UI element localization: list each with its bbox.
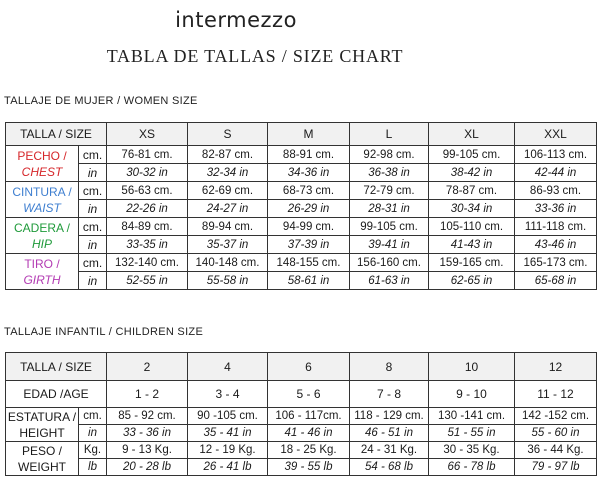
unit-cm: cm. (79, 218, 107, 236)
table-cell: 1 - 2 (107, 381, 188, 408)
children-size-header: 6 (268, 353, 350, 381)
table-cell: 66 - 78 lb (429, 459, 515, 476)
table-cell: 130 -141 cm. (429, 408, 515, 425)
children-weight-lb-row (6, 459, 597, 476)
unit-cm: cm. (79, 254, 107, 272)
waist-label (6, 182, 79, 218)
table-cell: 3 - 4 (188, 381, 268, 408)
table-cell: 41-43 in (429, 236, 515, 254)
table-cell: 56-63 cm. (107, 182, 188, 200)
table-cell: 9 - 13 Kg. (107, 442, 188, 459)
unit-cm: cm. (79, 182, 107, 200)
women-header-row (6, 123, 597, 146)
table-cell: 43-46 in (515, 236, 597, 254)
unit-kg: Kg. (79, 442, 107, 459)
table-cell: 36-38 in (350, 164, 429, 182)
women-girth-cm-row (6, 254, 597, 272)
women-size-table (5, 122, 597, 290)
chest-label (6, 146, 79, 182)
women-size-header: XS (107, 123, 188, 146)
women-size-header: M (268, 123, 350, 146)
children-header-row (6, 353, 597, 381)
table-cell: 35-37 in (188, 236, 268, 254)
unit-cm: cm. (79, 408, 107, 425)
table-cell: 32-34 in (188, 164, 268, 182)
table-cell: 61-63 in (350, 272, 429, 290)
unit-lb: lb (79, 459, 107, 476)
table-cell: 68-73 cm. (268, 182, 350, 200)
table-cell: 26-29 in (268, 200, 350, 218)
table-cell: 58-61 in (268, 272, 350, 290)
unit-in: in (79, 236, 107, 254)
table-cell: 156-160 cm. (350, 254, 429, 272)
table-cell: 34-36 in (268, 164, 350, 182)
table-cell: 26 - 41 lb (188, 459, 268, 476)
weight-label-en: WEIGHT (18, 459, 66, 474)
height-label-en: HEIGHT (19, 425, 65, 440)
table-cell: 5 - 6 (268, 381, 350, 408)
table-cell: 148-155 cm. (268, 254, 350, 272)
table-cell: 76-81 cm. (107, 146, 188, 164)
women-size-label: TALLA / SIZE (6, 123, 107, 146)
children-height-in-row (6, 425, 597, 442)
table-cell: 37-39 in (268, 236, 350, 254)
table-cell: 86-93 cm. (515, 182, 597, 200)
table-cell: 142 -152 cm. (515, 408, 597, 425)
children-size-header: 10 (429, 353, 515, 381)
women-hip-in-row (6, 236, 597, 254)
unit-in: in (79, 272, 107, 290)
women-chest-in-row (6, 164, 597, 182)
table-cell: 62-65 in (429, 272, 515, 290)
table-cell: 30-34 in (429, 200, 515, 218)
table-cell: 55 - 60 in (515, 425, 597, 442)
table-cell: 39-41 in (350, 236, 429, 254)
girth-label-en: GIRTH (23, 272, 61, 287)
table-cell: 28-31 in (350, 200, 429, 218)
table-cell: 105-110 cm. (429, 218, 515, 236)
table-cell: 24-27 in (188, 200, 268, 218)
table-cell: 24 - 31 Kg. (350, 442, 429, 459)
children-size-header: 8 (350, 353, 429, 381)
table-cell: 35 - 41 in (188, 425, 268, 442)
women-girth-in-row (6, 272, 597, 290)
table-cell: 54 - 68 lb (350, 459, 429, 476)
table-cell: 65-68 in (515, 272, 597, 290)
table-cell: 41 - 46 in (268, 425, 350, 442)
children-section-title: TALLAJE INFANTIL / CHILDREN SIZE (4, 326, 204, 338)
table-cell: 46 - 51 in (350, 425, 429, 442)
table-cell: 94-99 cm. (268, 218, 350, 236)
hip-label-es: CADERA / (13, 220, 70, 235)
table-cell: 111-118 cm. (515, 218, 597, 236)
waist-label-es: CINTURA / (12, 184, 72, 199)
table-cell: 38-42 in (429, 164, 515, 182)
children-size-header: 12 (515, 353, 597, 381)
table-cell: 20 - 28 lb (107, 459, 188, 476)
table-cell: 92-98 cm. (350, 146, 429, 164)
table-cell: 39 - 55 lb (268, 459, 350, 476)
table-cell: 159-165 cm. (429, 254, 515, 272)
table-cell: 12 - 19 Kg. (188, 442, 268, 459)
height-label (6, 408, 79, 442)
table-cell: 140-148 cm. (188, 254, 268, 272)
table-cell: 90 -105 cm. (188, 408, 268, 425)
table-cell: 99-105 cm. (350, 218, 429, 236)
weight-label (6, 442, 79, 476)
table-cell: 78-87 cm. (429, 182, 515, 200)
age-label: EDAD /AGE (6, 381, 107, 408)
women-waist-cm-row (6, 182, 597, 200)
women-waist-in-row (6, 200, 597, 218)
table-cell: 33-35 in (107, 236, 188, 254)
hip-label-en: HIP (31, 236, 52, 251)
table-cell: 11 - 12 (515, 381, 597, 408)
women-section-title: TALLAJE DE MUJER / WOMEN SIZE (4, 95, 198, 107)
unit-in: in (79, 164, 107, 182)
table-cell: 9 - 10 (429, 381, 515, 408)
women-chest-cm-row (6, 146, 597, 164)
girth-label (6, 254, 79, 290)
table-cell: 89-94 cm. (188, 218, 268, 236)
children-weight-kg-row (6, 442, 597, 459)
page-title: TABLA DE TALLAS / SIZE CHART (106, 46, 404, 66)
height-label-es: ESTATURA / (7, 409, 77, 424)
children-age-row (6, 381, 597, 408)
women-size-header: XXL (515, 123, 597, 146)
table-cell: 30-32 in (107, 164, 188, 182)
unit-cm: cm. (79, 146, 107, 164)
weight-label-es: PESO / (21, 443, 62, 458)
children-size-header: 2 (107, 353, 188, 381)
table-cell: 72-79 cm. (350, 182, 429, 200)
table-cell: 30 - 35 Kg. (429, 442, 515, 459)
children-size-header: 4 (188, 353, 268, 381)
table-cell: 42-44 in (515, 164, 597, 182)
table-cell: 79 - 97 lb (515, 459, 597, 476)
brand-logo: intermezzo (175, 8, 297, 32)
table-cell: 52-55 in (107, 272, 188, 290)
table-cell: 33 - 36 in (107, 425, 188, 442)
table-cell: 84-89 cm. (107, 218, 188, 236)
table-cell: 88-91 cm. (268, 146, 350, 164)
table-cell: 106 - 117cm. (268, 408, 350, 425)
table-cell: 118 - 129 cm. (350, 408, 429, 425)
table-cell: 132-140 cm. (107, 254, 188, 272)
girth-label-es: TIRO / (24, 256, 60, 271)
waist-label-en: WAIST (23, 200, 61, 215)
table-cell: 33-36 in (515, 200, 597, 218)
unit-in: in (79, 200, 107, 218)
children-height-cm-row (6, 408, 597, 425)
hip-label (6, 218, 79, 254)
chest-label-en: CHEST (21, 164, 63, 179)
table-cell: 62-69 cm. (188, 182, 268, 200)
women-size-header: XL (429, 123, 515, 146)
table-cell: 106-113 cm. (515, 146, 597, 164)
table-cell: 165-173 cm. (515, 254, 597, 272)
table-cell: 51 - 55 in (429, 425, 515, 442)
table-cell: 99-105 cm. (429, 146, 515, 164)
table-cell: 55-58 in (188, 272, 268, 290)
table-cell: 22-26 in (107, 200, 188, 218)
women-hip-cm-row (6, 218, 597, 236)
table-cell: 18 - 25 Kg. (268, 442, 350, 459)
table-cell: 82-87 cm. (188, 146, 268, 164)
chest-label-es: PECHO / (17, 148, 67, 163)
table-cell: 36 - 44 Kg. (515, 442, 597, 459)
women-size-header: S (188, 123, 268, 146)
children-size-label: TALLA / SIZE (6, 353, 107, 381)
women-size-header: L (350, 123, 429, 146)
unit-in: in (79, 425, 107, 442)
children-size-table (5, 352, 597, 476)
table-cell: 7 - 8 (350, 381, 429, 408)
table-cell: 85 - 92 cm. (107, 408, 188, 425)
